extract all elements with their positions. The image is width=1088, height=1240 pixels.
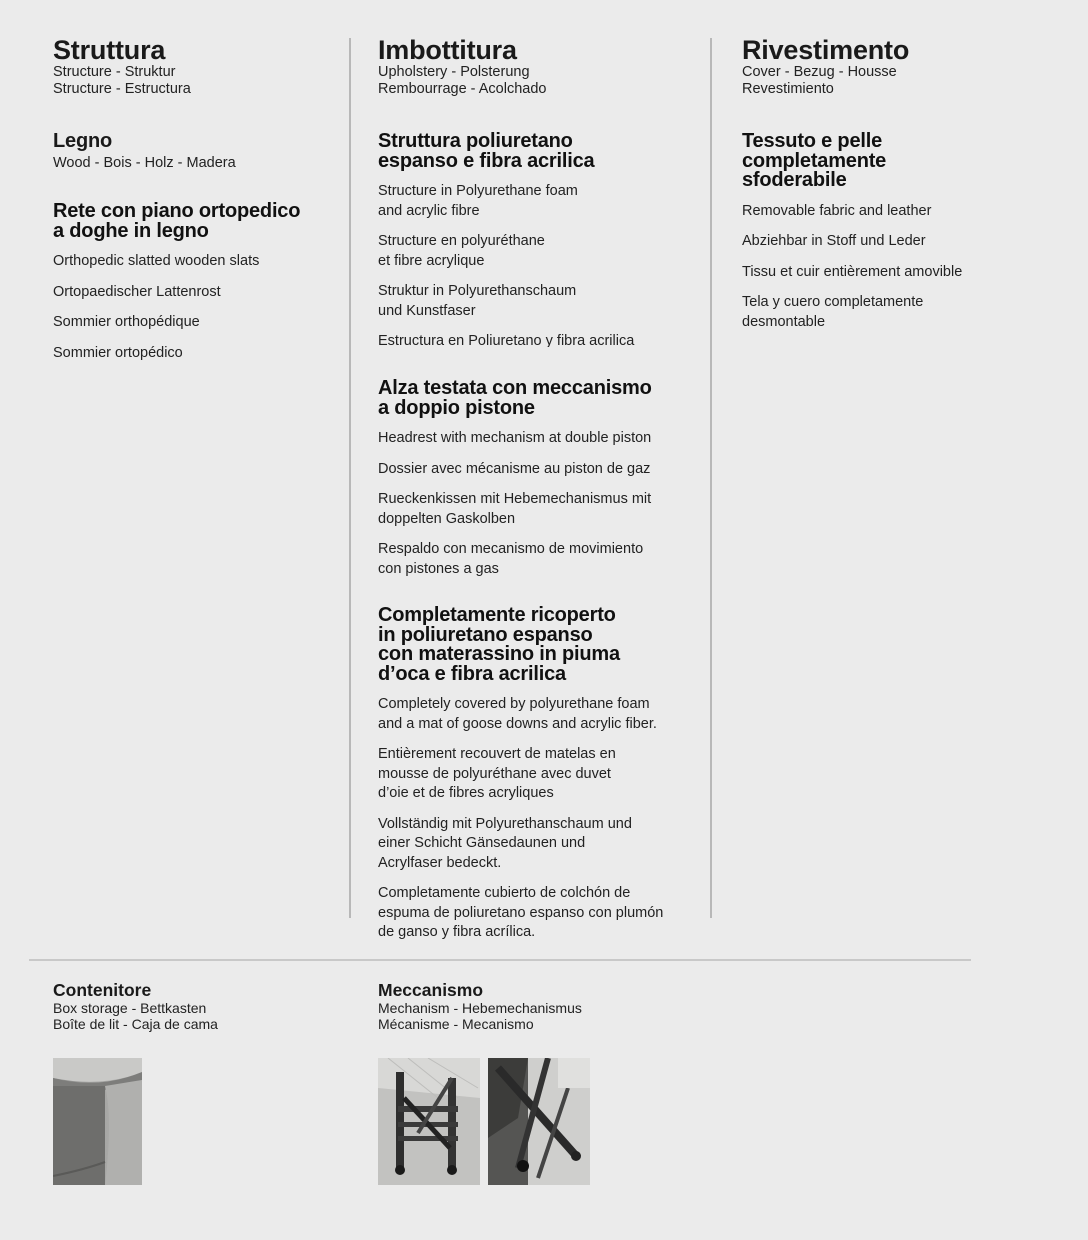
column-imbottitura bbox=[378, 36, 698, 943]
block-line: Vollständig mit Polyurethanschaum und einer Schicht Gänsedaunen und Acrylfaser bedeckt. bbox=[378, 815, 632, 871]
section-subtitle-rivestimento: Cover - Bezug - Housse Revestimiento bbox=[742, 64, 897, 97]
block-line: Entièrement recouvert de matelas en mousse de polyuréthane avec duvet d’oie et de fibres acryliques bbox=[378, 746, 616, 801]
block-line: Structure en polyuréthane et fibre acrylique bbox=[378, 233, 545, 269]
section-meccanismo bbox=[378, 980, 698, 1032]
section-title-contenitore: Contenitore bbox=[53, 980, 152, 1000]
section-subtitle-struttura: Structure - Struktur Structure - Estructura bbox=[53, 64, 191, 97]
block-line: Removable fabric and leather bbox=[742, 202, 932, 219]
block-line: Ortopaedischer Lattenrost bbox=[53, 283, 221, 300]
box-storage-photo bbox=[53, 1058, 142, 1185]
column-divider bbox=[710, 38, 712, 918]
block-line: Respaldo con mecanismo de movimiento con pistones a gas bbox=[378, 541, 644, 577]
block-line: Wood - Bois - Holz - Madera bbox=[53, 154, 236, 171]
horizontal-divider bbox=[29, 959, 971, 961]
block-line: Headrest with mechanism at double piston bbox=[378, 430, 652, 446]
mechanism-photo bbox=[488, 1058, 590, 1185]
section-contenitore bbox=[53, 980, 353, 1032]
section-title-rivestimento: Rivestimento bbox=[742, 35, 910, 65]
section-title-struttura: Struttura bbox=[53, 35, 166, 65]
block-line: Sommier ortopédico bbox=[53, 344, 183, 361]
block-line: Completamente cubierto de colchón de espuma de poliuretano espanso con plumón de ganso y fibra acrílica. bbox=[378, 885, 664, 940]
section-title-meccanismo: Meccanismo bbox=[378, 980, 484, 1000]
block-title-legno: Legno bbox=[53, 130, 112, 152]
block-line: Tela y cuero completamente desmontable bbox=[742, 294, 924, 330]
block-alza bbox=[378, 379, 698, 579]
block-tessuto bbox=[742, 132, 1042, 332]
block-title-alza: Alza testata con meccanismo a doppio pistone bbox=[378, 377, 652, 419]
block-line: Completely covered by polyurethane foam and a mat of goose downs and acrylic fiber. bbox=[378, 696, 657, 732]
block-title-poliuretano: Struttura poliuretano espanso e fibra acrilica bbox=[378, 130, 595, 172]
block-line: Tissu et cuir entièrement amovible bbox=[742, 263, 963, 280]
section-subtitle-meccanismo: Mechanism - Hebemechanismus Mécanisme - Mecanismo bbox=[378, 1000, 582, 1032]
block-title-rete: Rete con piano ortopedico a doghe in legno bbox=[53, 200, 301, 242]
block-title-tessuto: Tessuto e pelle completamente sfoderabile bbox=[742, 130, 887, 191]
block-line: Orthopedic slatted wooden slats bbox=[53, 253, 260, 269]
mechanism-photo bbox=[378, 1058, 480, 1185]
block-line: Dossier avec mécanisme au piston de gaz bbox=[378, 460, 651, 477]
block-line: Structure in Polyurethane foam and acrylic fibre bbox=[378, 183, 578, 219]
column-divider bbox=[349, 38, 351, 918]
column-rivestimento bbox=[742, 36, 1042, 332]
block-rete bbox=[53, 202, 333, 363]
block-line: Abziehbar in Stoff und Leder bbox=[742, 233, 926, 249]
block-line-clipped: Estructura en Poliuretano y fibra acrilica bbox=[378, 333, 635, 347]
section-subtitle-imbottitura: Upholstery - Polsterung Rembourrage - Acolchado bbox=[378, 64, 547, 97]
block-poliuretano bbox=[378, 132, 698, 347]
block-title-ricoperto: Completamente ricoperto in poliuretano espanso con materassino in piuma d’oca e fibra acrilica bbox=[378, 604, 620, 685]
section-title-imbottitura: Imbottitura bbox=[378, 35, 517, 65]
block-line: Sommier orthopédique bbox=[53, 314, 200, 330]
block-ricoperto bbox=[378, 606, 698, 943]
column-struttura bbox=[53, 36, 333, 363]
block-legno bbox=[53, 132, 333, 173]
section-subtitle-contenitore: Box storage - Bettkasten Boîte de lit - Caja de cama bbox=[53, 1000, 218, 1032]
block-line: Struktur in Polyurethanschaum und Kunstfaser bbox=[378, 283, 577, 319]
block-line: Rueckenkissen mit Hebemechanismus mit doppelten Gaskolben bbox=[378, 491, 652, 527]
